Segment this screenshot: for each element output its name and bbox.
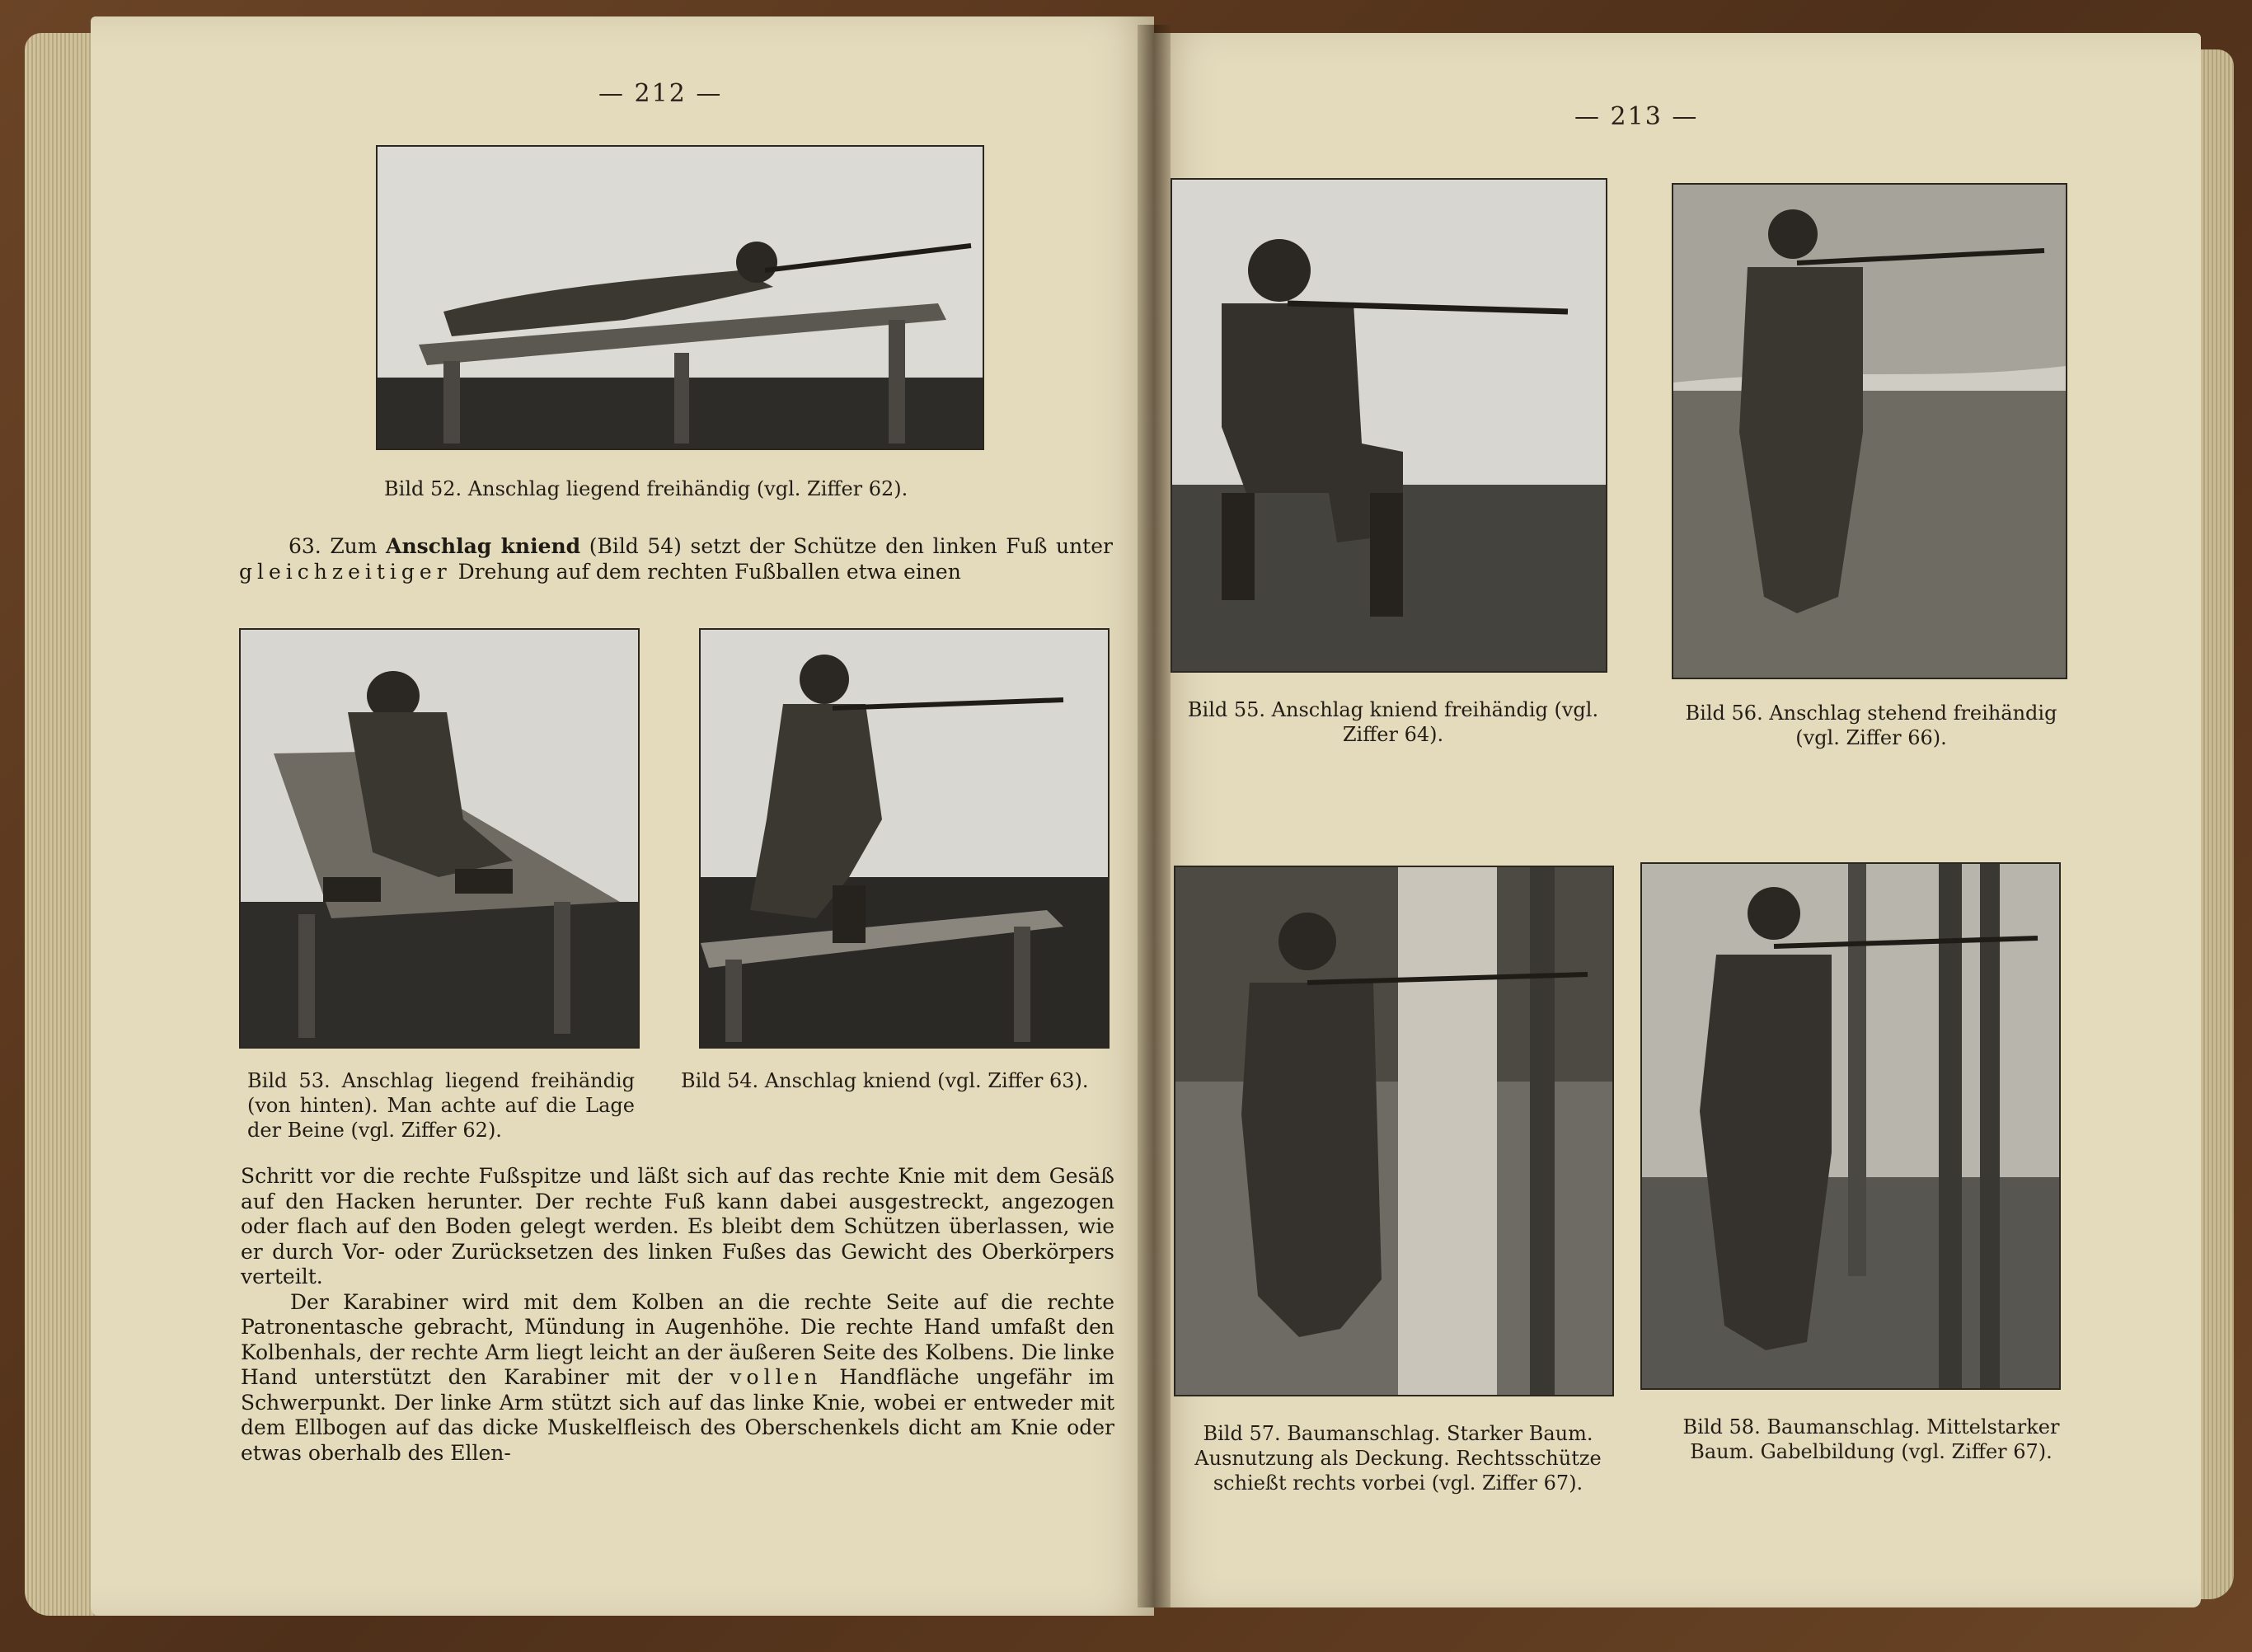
paragraph-63	[239, 534, 1113, 584]
continuation-paragraph: Schritt vor die rechte Fußspitze und läßt sich auf das rechte Knie mit dem Gesäß auf den Hacken herunter. Der rechte Fuß kann dabei ausgestreckt, angezogen oder flach auf den Boden gelegt werden. Es bleibt dem Schützen überlassen, wie er durch Vor- oder Zurücksetzen des linken Fußes das Gewicht des Oberkörpers verteilt.	[241, 1164, 1114, 1288]
para-63-bold: Anschlag kniend	[386, 534, 581, 558]
photo-kneeling-on-bench	[699, 628, 1110, 1049]
page-number-212: — 212 —	[598, 79, 723, 108]
para-63-number: 63. Zum	[289, 534, 387, 558]
caption-bild-54: Bild 54. Anschlag kniend (vgl. Ziffer 63).	[681, 1069, 1089, 1092]
caption-bild-53: Bild 53. Anschlag liegend freihändig (von hinten). Man achte auf die Lage der Beine (vgl. Ziffer 62).	[247, 1069, 635, 1142]
caption-bild-58: Bild 58. Baumanschlag. Mittelstarker Baum. Gabelbildung (vgl. Ziffer 67).	[1682, 1415, 2060, 1463]
photo-tree-rest-strong	[1174, 866, 1614, 1396]
karabiner-spaced: vollen	[730, 1365, 823, 1389]
para-63-spaced: gleichzeitiger	[239, 559, 452, 584]
book-gutter	[1138, 25, 1171, 1607]
caption-bild-57: Bild 57. Baumanschlag. Starker Baum. Ausnutzung als Deckung. Rechtsschütze schießt rechts vorbei (vgl. Ziffer 67).	[1194, 1422, 1602, 1495]
karabiner-text: Der Karabiner wird mit dem Kolben an die rechte Seite auf die rechte Patronentasche gebracht, Mündung in Augenhöhe. Die rechte Hand umfaßt den Kolbenhals, der rechte Arm liegt leicht an der äußeren Seite des Kolbens. Die linke Hand unterstützt den Karabiner mit der	[241, 1289, 1114, 1389]
karabiner-paragraph	[241, 1290, 1114, 1467]
continuation-text	[241, 1164, 1114, 1466]
photo-prone-on-bench	[376, 145, 984, 450]
caption-bild-52: Bild 52. Anschlag liegend freihändig (vgl. Ziffer 62).	[384, 477, 908, 500]
caption-bild-56: Bild 56. Anschlag stehend freihändig (vgl. Ziffer 66).	[1685, 702, 2057, 749]
photo-tree-rest-fork	[1640, 862, 2061, 1390]
page-number-213: — 213 —	[1574, 102, 1699, 131]
caption-bild-55: Bild 55. Anschlag kniend freihändig (vgl. Ziffer 64).	[1187, 698, 1599, 746]
photo-prone-from-behind	[239, 628, 640, 1049]
para-63-end: Drehung auf dem rechten Fußballen etwa einen	[451, 559, 961, 584]
photo-kneeling-outdoor	[1171, 178, 1607, 673]
photo-standing-outdoor	[1672, 183, 2067, 679]
para-63-text: (Bild 54) setzt der Schütze den linken Fuß unter	[580, 534, 1113, 558]
karabiner-end: Handfläche ungefähr im Schwerpunkt. Der linke Arm stützt sich auf das linke Knie, wobei er entweder mit dem Ellbogen auf das dicke Muskelfleisch des Oberschenkels dicht am Knie oder etwas oberhalb des Ellen-	[241, 1365, 1115, 1465]
